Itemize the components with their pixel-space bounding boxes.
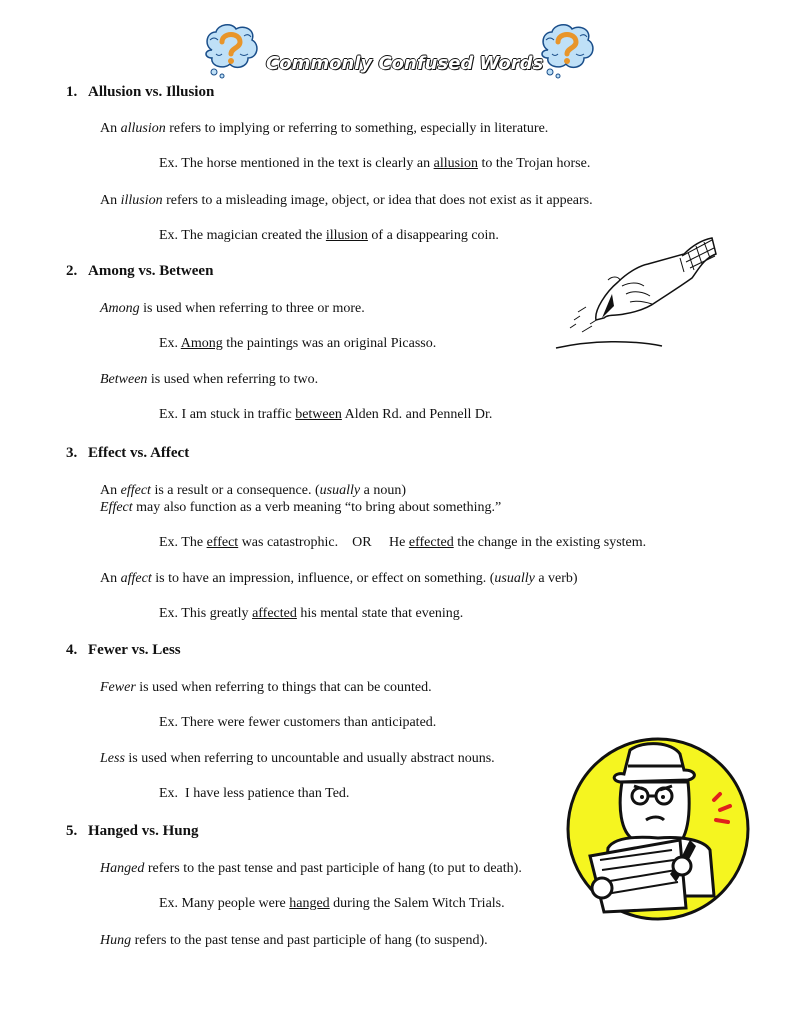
definition: An illusion refers to a misleading image, object, or idea that does not exist as it appears. <box>100 193 593 208</box>
example: Ex. Many people were hanged during the Salem Witch Trials. <box>159 896 505 911</box>
example: Ex. I am stuck in traffic between Alden Rd. and Pennell Dr. <box>159 407 493 422</box>
definition-continued: Effect may also function as a verb meaning “to bring about something.” <box>100 500 502 515</box>
example: Ex. The horse mentioned in the text is clearly an allusion to the Trojan horse. <box>159 156 591 171</box>
example: Ex. This greatly affected his mental state that evening. <box>159 606 464 621</box>
question-cloud-icon <box>200 20 262 82</box>
example: Ex. There were fewer customers than anticipated. <box>159 715 437 730</box>
definition: Among is used when referring to three or more. <box>100 301 365 316</box>
definition: An affect is to have an impression, influence, or effect on something. (usually a verb) <box>100 571 578 586</box>
definition: An allusion refers to implying or referring to something, especially in literature. <box>100 121 549 136</box>
definition: Fewer is used when referring to things that can be counted. <box>100 680 432 695</box>
section-heading-1: 1. Allusion vs. Illusion <box>66 84 215 100</box>
page-title: Commonly Confused Words <box>266 53 544 74</box>
section-heading-2: 2. Among vs. Between <box>66 263 214 279</box>
example: Ex. I have less patience than Ted. <box>159 786 350 801</box>
definition: Between is used when referring to two. <box>100 372 319 387</box>
question-cloud-icon-right <box>536 20 598 82</box>
definition: Hanged refers to the past tense and past participle of hang (to put to death). <box>100 861 522 876</box>
writing-hand-illustration <box>552 236 718 356</box>
definition: Hung refers to the past tense and past participle of hang (to suspend). <box>100 933 488 948</box>
definition: An effect is a result or a consequence. (usually a noun) <box>100 483 406 498</box>
definition: Less is used when referring to uncountable and usually abstract nouns. <box>100 751 495 766</box>
section-heading-5: 5. Hanged vs. Hung <box>66 823 199 839</box>
section-heading-3: 3. Effect vs. Affect <box>66 445 190 461</box>
example: Ex. Among the paintings was an original Picasso. <box>159 336 437 351</box>
example: Ex. The effect was catastrophic. OR He effected the change in the existing system. <box>159 535 647 550</box>
proofreader-cartoon-illustration <box>564 736 752 922</box>
section-heading-4: 4. Fewer vs. Less <box>66 642 181 658</box>
example: Ex. The magician created the illusion of a disappearing coin. <box>159 228 499 243</box>
